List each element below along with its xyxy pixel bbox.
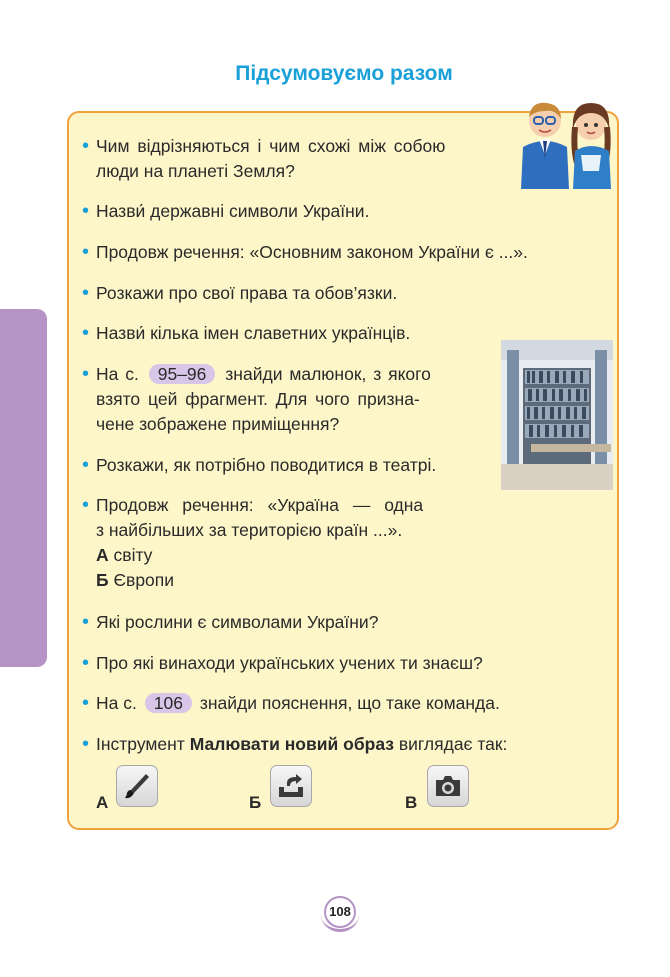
item-8: • Продовж речення: «Україна — одна з найбільших за територією країн ...». А світу Б Європи xyxy=(82,494,424,590)
item-11: • На с. 106 знайди пояснення, що таке команда. xyxy=(82,692,500,714)
bullet: • xyxy=(82,652,90,674)
item-4: • Розкажи про свої права та обов’язки. xyxy=(82,282,398,304)
bullet: • xyxy=(82,135,90,157)
library-photo xyxy=(501,340,613,490)
bullet: • xyxy=(82,282,90,304)
page-title: Підсумовуємо разом xyxy=(235,62,453,85)
page-reference-pill: 106 xyxy=(145,693,192,713)
item-1: • Чим відрізняються і чим схожі між собою люди на планеті Земля? xyxy=(82,135,446,181)
bullet: • xyxy=(82,494,90,516)
item-5: • Назви́ кілька імен славетних українців. xyxy=(82,322,411,344)
item-12: • Інструмент Малювати новий образ виглядає так: xyxy=(82,733,508,755)
page-number-label: 108 xyxy=(324,896,356,928)
item-6: • На с. 95–96 знайди малюнок, з якого взято цей фрагмент. Для чого призна- чене зображене приміщення? xyxy=(82,363,431,434)
page-number xyxy=(321,894,361,934)
bullet: • xyxy=(82,611,90,633)
page-reference-pill: 95–96 xyxy=(149,364,216,384)
bullet: • xyxy=(82,322,90,344)
bullet: • xyxy=(82,200,90,222)
option-b-letter: Б xyxy=(249,793,262,812)
brush-icon[interactable] xyxy=(116,765,158,807)
bullet: • xyxy=(82,241,90,263)
upload-tray-icon[interactable] xyxy=(270,765,312,807)
option-a-letter: А xyxy=(96,793,109,812)
summary-card xyxy=(67,111,619,830)
bullet: • xyxy=(82,692,90,714)
camera-icon[interactable] xyxy=(427,765,469,807)
bullet: • xyxy=(82,733,90,755)
item-3: • Продовж речення: «Основним законом України є ...». xyxy=(82,241,528,263)
option-c-letter: В xyxy=(405,793,418,812)
item-10: • Про які винаходи українських учених ти знаєш? xyxy=(82,652,483,674)
item-9: • Які рослини є символами України? xyxy=(82,611,379,633)
children-illustration xyxy=(515,99,621,189)
bullet: • xyxy=(82,363,90,385)
item-7: • Розкажи, як потрібно поводитися в театрі. xyxy=(82,454,437,476)
item-2: • Назви́ державні символи України. xyxy=(82,200,370,222)
side-tab xyxy=(0,309,47,667)
bullet: • xyxy=(82,454,90,476)
